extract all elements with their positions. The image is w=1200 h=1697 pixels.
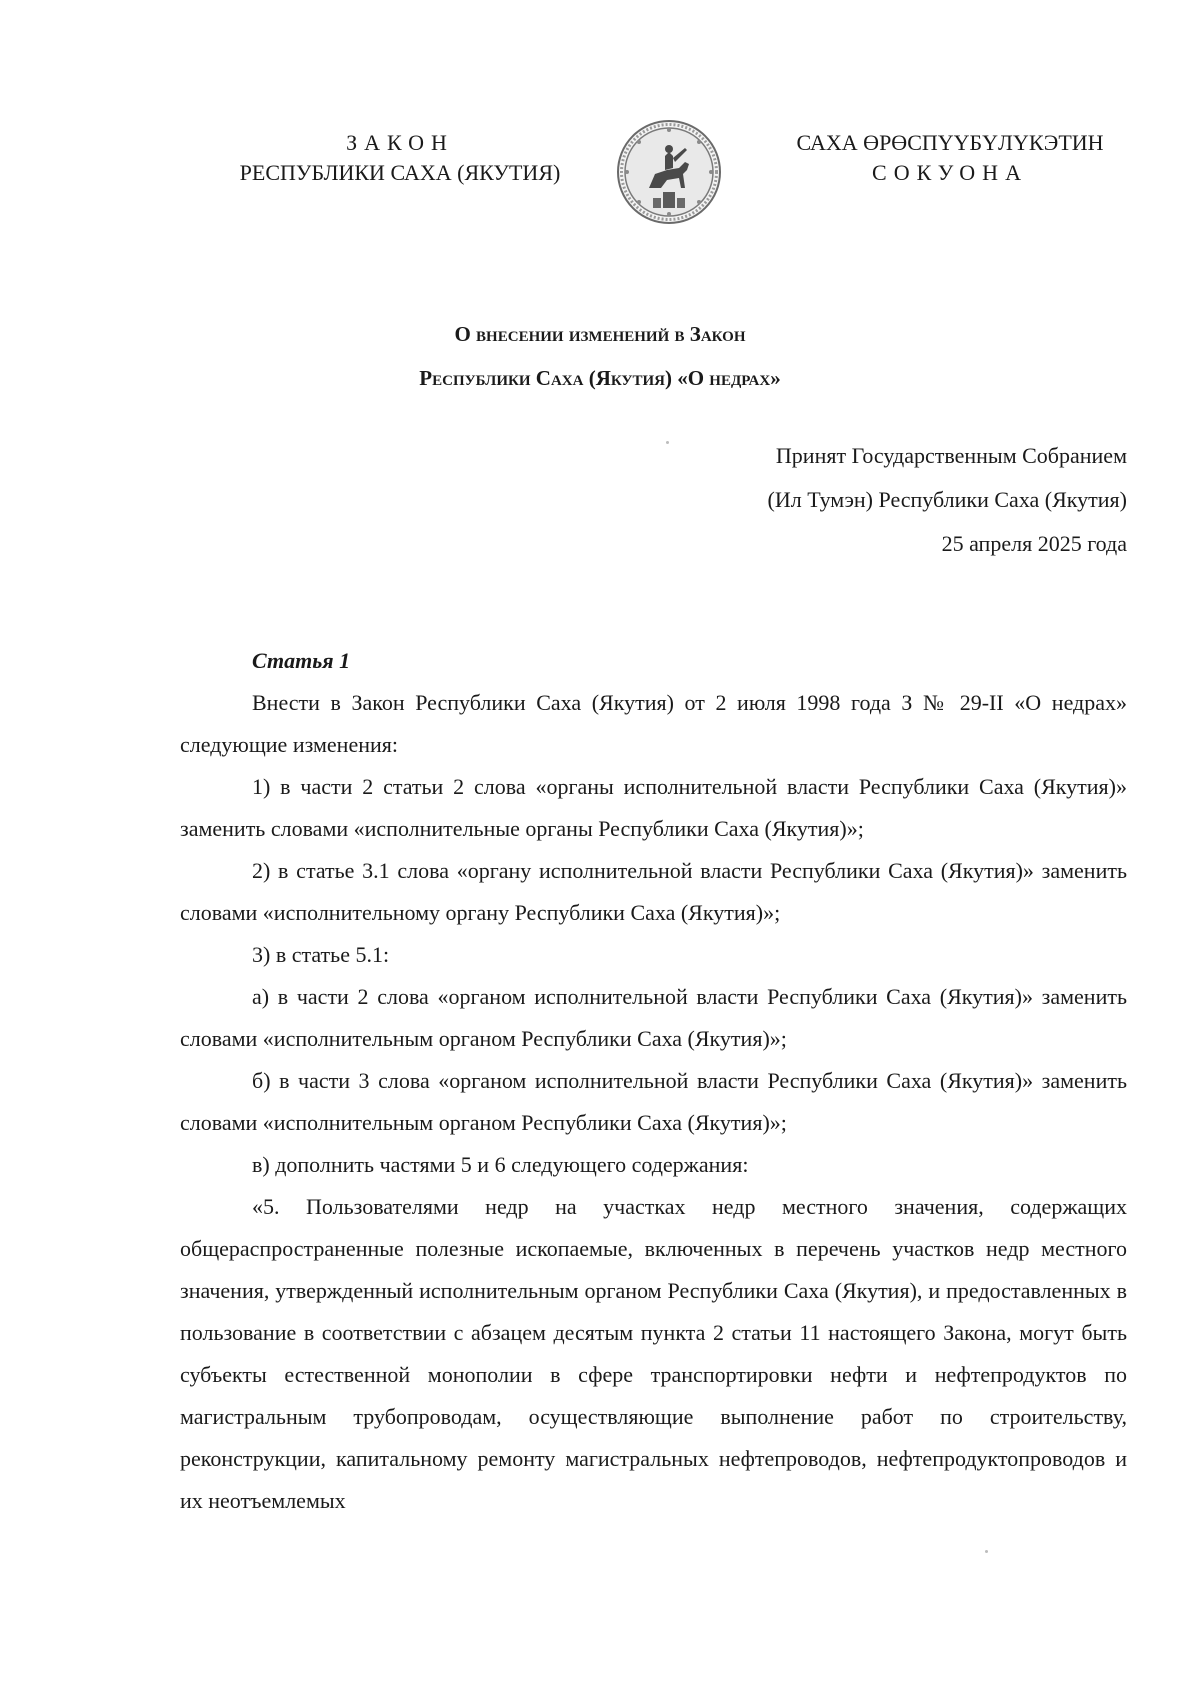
adoption-block (527, 434, 1127, 566)
scan-speck (666, 441, 669, 444)
paragraph: 1) в части 2 статьи 2 слова «органы исполнительной власти Республики Саха (Якутия)» заменить словами «исполнительные органы Республики Саха (Якутия)»; (180, 774, 1127, 841)
sakha-coat-of-arms-icon (615, 118, 723, 226)
document-title (180, 312, 1020, 400)
republic-name-ru: РЕСПУБЛИКИ САХА (ЯКУТИЯ) (239, 160, 561, 185)
scan-speck (985, 1550, 988, 1553)
paragraph: «5. Пользователями недр на участках недр местного значения, содержащих общераспространенные полезные ископаемые, включенных в перечень участков недр местного значения, утвержденный исполнительным органом Республики Саха (Якутия), и предоставленных в пользование в соответствии с абзацем десятым пункта 2 статьи 11 настоящего Закона, могут быть субъекты естественной монополии в сфере транспортировки нефти и нефтепродуктов по магистральным трубопроводам, осуществляющие выполнение работ по строительству, реконструкции, капитальному ремонту магистральных нефтепроводов, нефтепродуктопроводов и их неотъемлемых (180, 1194, 1127, 1513)
article-body (180, 640, 1127, 1522)
republic-name-sakha: САХА ӨРӨСПҮҮБҮЛҮКЭТИН (796, 130, 1104, 155)
paragraph: 2) в статье 3.1 слова «органу исполнительной власти Республики Саха (Якутия)» заменить словами «исполнительному органу Республики Саха (Якутия)»; (180, 858, 1127, 925)
adopted-line-1: Принят Государственным Собранием (775, 443, 1127, 468)
law-label-ru: ЗАКОН (346, 130, 454, 155)
paragraph: а) в части 2 слова «органом исполнительной власти Республики Саха (Якутия)» заменить словами «исполнительным органом Республики Саха (Якутия)»; (180, 984, 1127, 1051)
title-line-2: Республики Саха (Якутия) «О недрах» (419, 366, 781, 390)
article-heading: Статья 1 (252, 648, 351, 673)
paragraph: в) дополнить частями 5 и 6 следующего содержания: (252, 1152, 749, 1177)
paragraph: 3) в статье 5.1: (252, 942, 390, 967)
header-right (760, 128, 1140, 188)
adoption-date: 25 апреля 2025 года (941, 531, 1127, 556)
title-line-1: О внесении изменений в Закон (454, 322, 746, 346)
paragraph: Внести в Закон Республики Саха (Якутия) от 2 июля 1998 года З № 29-II «О недрах» следующие изменения: (180, 690, 1127, 757)
paragraph: б) в части 3 слова «органом исполнительной власти Республики Саха (Якутия)» заменить словами «исполнительным органом Республики Саха (Якутия)»; (180, 1068, 1127, 1135)
header-left (180, 128, 620, 188)
adopted-line-2: (Ил Тумэн) Республики Саха (Якутия) (767, 487, 1127, 512)
law-label-sakha: СОКУОНА (872, 160, 1028, 185)
